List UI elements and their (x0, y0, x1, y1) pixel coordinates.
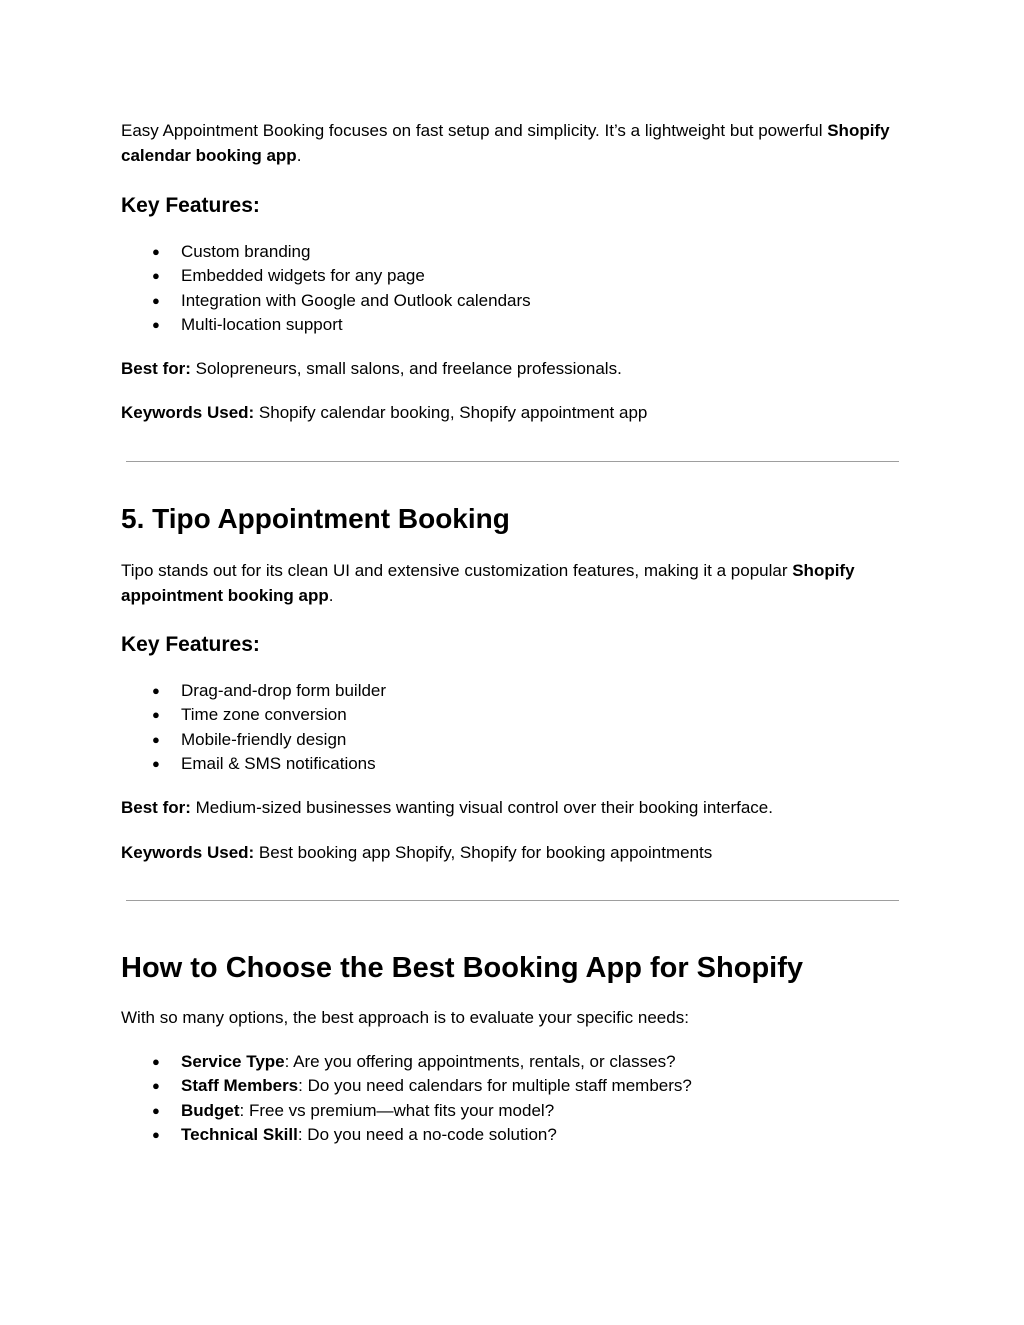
section-divider (126, 900, 899, 901)
choose-heading-block (121, 951, 901, 985)
easy-keywords-paragraph: Keywords Used: Shopify calendar booking, Shopify appointment app (121, 403, 648, 422)
bullet-icon: ● (152, 1102, 160, 1118)
tipo-keywords-paragraph: Keywords Used: Best booking app Shopify, Shopify for booking appointments (121, 843, 713, 862)
bullet-icon: ● (152, 292, 160, 308)
list-item: ● Staff Members: Do you need calendars for multiple staff members? (121, 1074, 901, 1098)
easy-features-heading: Key Features: (121, 194, 260, 217)
section-divider (126, 461, 899, 462)
choose-intro (121, 1006, 901, 1031)
tipo-heading-block (121, 502, 901, 536)
bullet-icon: ● (152, 756, 160, 772)
easy-best-for-label: Best for: (121, 359, 191, 378)
tipo-best-for-label: Best for: (121, 798, 191, 817)
tipo-features-list (121, 679, 901, 777)
tipo-best-for (121, 796, 901, 821)
tipo-intro (121, 559, 901, 608)
choose-criteria-block (121, 1050, 901, 1148)
easy-intro (121, 119, 901, 168)
list-item: ● Technical Skill: Do you need a no-code solution? (121, 1123, 901, 1147)
list-item: ● Integration with Google and Outlook calendars (121, 289, 901, 313)
tipo-keywords-label: Keywords Used: (121, 843, 255, 862)
easy-best-for (121, 357, 901, 382)
list-item: ● Multi-location support (121, 313, 901, 337)
list-item: ● Time zone conversion (121, 703, 901, 727)
bullet-icon: ● (152, 1054, 160, 1069)
bullet-icon: ● (152, 683, 160, 698)
easy-features-heading-block (121, 193, 901, 219)
easy-keywords-label: Keywords Used: (121, 403, 255, 422)
bullet-icon: ● (152, 317, 160, 333)
bullet-icon: ● (152, 268, 160, 284)
tipo-keywords (121, 841, 901, 866)
bullet-icon: ● (152, 731, 160, 747)
list-item: ● Drag-and-drop form builder (121, 679, 901, 703)
bullet-icon: ● (152, 1127, 160, 1143)
easy-features-block (121, 240, 901, 338)
list-item: ● Budget: Free vs premium—what fits your model? (121, 1099, 901, 1123)
tipo-intro-keyword: Shopify appointment booking app (121, 561, 855, 605)
tipo-heading: 5. Tipo Appointment Booking (121, 503, 510, 534)
list-item: ● Mobile-friendly design (121, 728, 901, 752)
list-item: ● Service Type: Are you offering appointments, rentals, or classes? (121, 1050, 901, 1074)
tipo-best-for-paragraph: Best for: Medium-sized businesses wanting visual control over their booking interface. (121, 798, 773, 817)
easy-keywords (121, 401, 901, 426)
easy-features-list (121, 240, 901, 338)
choose-heading: How to Choose the Best Booking App for Shopify (121, 952, 804, 984)
list-item: ● Email & SMS notifications (121, 752, 901, 776)
easy-intro-paragraph: Easy Appointment Booking focuses on fast setup and simplicity. It’s a lightweight but powerful Shopify calendar booking app. (121, 121, 890, 165)
choose-intro-paragraph: With so many options, the best approach is to evaluate your specific needs: (121, 1008, 689, 1027)
bullet-icon: ● (152, 1078, 160, 1094)
tipo-intro-paragraph: Tipo stands out for its clean UI and extensive customization features, making it a popular Shopify appointment booking app. (121, 561, 855, 605)
choose-criteria-list (121, 1050, 901, 1148)
tipo-features-block (121, 679, 901, 777)
bullet-icon: ● (152, 707, 160, 723)
bullet-icon: ● (152, 244, 160, 259)
list-item: ● Embedded widgets for any page (121, 264, 901, 288)
easy-best-for-paragraph: Best for: Solopreneurs, small salons, and freelance professionals. (121, 359, 622, 378)
tipo-features-heading: Key Features: (121, 633, 260, 656)
list-item: ● Custom branding (121, 240, 901, 264)
easy-intro-keyword: Shopify calendar booking app (121, 121, 890, 165)
tipo-features-heading-block (121, 632, 901, 658)
